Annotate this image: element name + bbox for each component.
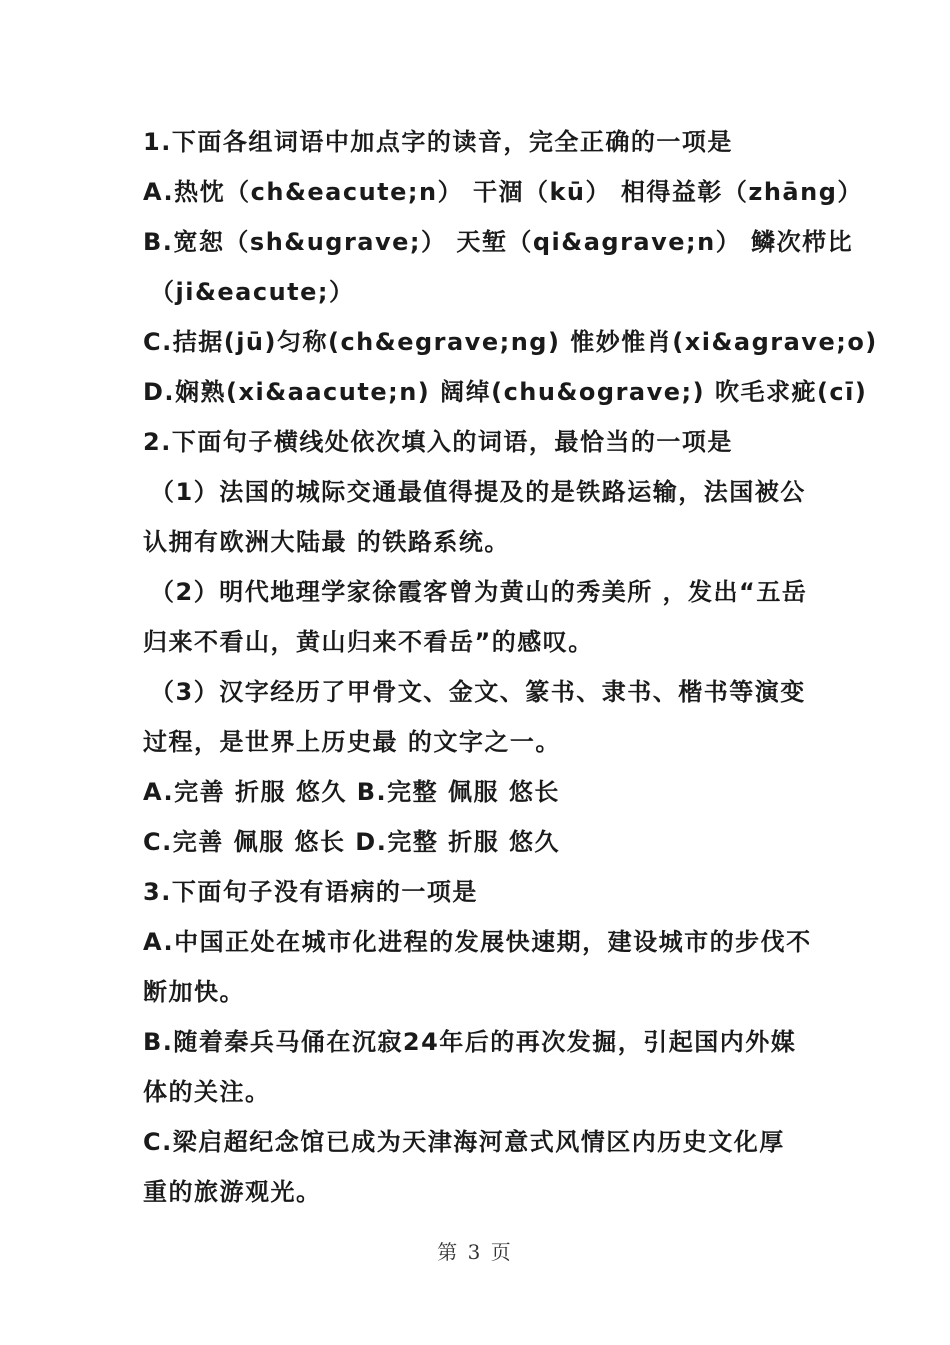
question-2-sentence-1: （1）法国的城际交通最值得提及的是铁路运输，法国被公 — [150, 478, 806, 506]
page-number: 第 3 页 — [437, 1240, 513, 1264]
question-3-option-a-cont: 断加快。 — [143, 978, 245, 1006]
question-1-stem: 1.下面各组词语中加点字的读音，完全正确的一项是 — [143, 128, 733, 156]
question-2-options-ab: A.完善 折服 悠久 B.完整 佩服 悠长 — [143, 778, 560, 806]
question-3-option-b-cont: 体的关注。 — [143, 1078, 271, 1106]
question-3-option-c-cont: 重的旅游观光。 — [143, 1178, 322, 1206]
question-3-option-b: B.随着秦兵马俑在沉寂24年后的再次发掘，引起国内外媒 — [143, 1028, 797, 1056]
question-3-option-c: C.梁启超纪念馆已成为天津海河意式风情区内历史文化厚 — [143, 1128, 785, 1156]
question-3-stem: 3.下面句子没有语病的一项是 — [143, 878, 478, 906]
question-1-option-a: A.热忱（ch&eacute;n） 干涸（kū） 相得益彰（zhāng） — [143, 178, 863, 206]
question-2-sentence-3-cont: 过程，是世界上历史最 的文字之一。 — [143, 728, 561, 756]
question-1-option-d: D.娴熟(xi&aacute;n) 阔绰(chu&ograve;) 吹毛求疵(cī) — [143, 378, 868, 406]
question-2-sentence-2: （2）明代地理学家徐霞客曾为黄山的秀美所 ，发出“五岳 — [150, 578, 808, 606]
question-2-stem: 2.下面句子横线处依次填入的词语，最恰当的一项是 — [143, 428, 733, 456]
question-1-option-b-cont: （ji&eacute;） — [150, 278, 355, 306]
question-1-option-b: B.宽恕（sh&ugrave;） 天堑（qi&agrave;n） 鳞次栉比 — [143, 228, 854, 256]
question-1-option-c: C.拮据(jū)匀称(ch&egrave;ng) 惟妙惟肖(xi&agrave;o) — [143, 328, 878, 356]
question-2-sentence-1-cont: 认拥有欧洲大陆最 的铁路系统。 — [143, 528, 510, 556]
question-2-sentence-3: （3）汉字经历了甲骨文、金文、篆书、隶书、楷书等演变 — [150, 678, 806, 706]
question-2-sentence-2-cont: 归来不看山，黄山归来不看岳”的感叹。 — [143, 628, 594, 656]
question-3-option-a: A.中国正处在城市化进程的发展快速期，建设城市的步伐不 — [143, 928, 812, 956]
question-2-options-cd: C.完善 佩服 悠长 D.完整 折服 悠久 — [143, 828, 561, 856]
